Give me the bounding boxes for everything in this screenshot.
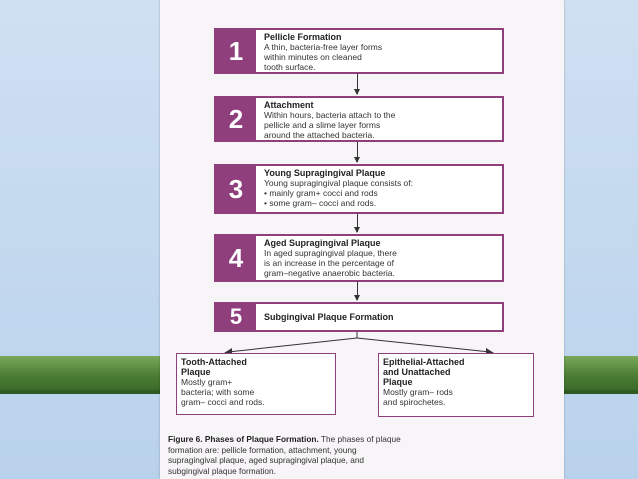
step-3-bullet-2: • some gram– cocci and rods. bbox=[264, 198, 377, 208]
step-1-line-3: tooth surface. bbox=[264, 62, 316, 72]
caption-label: Figure 6. Phases of Plaque Formation. bbox=[168, 434, 319, 444]
caption-line-1: The phases of plaque bbox=[318, 434, 401, 444]
tooth-attached-title-1: Tooth-Attached bbox=[181, 357, 247, 367]
step-5-number: 5 bbox=[216, 304, 256, 330]
epithelial-title-1: Epithelial-Attached bbox=[383, 357, 465, 367]
caption-line-2: formation are: pellicle formation, attachment, young bbox=[168, 444, 357, 455]
step-4-line-1: In aged supragingival plaque, there bbox=[264, 248, 397, 258]
arrow-2-3 bbox=[357, 142, 358, 162]
arrow-4-5 bbox=[357, 282, 358, 300]
step-2-line-2: pellicle and a slime layer forms bbox=[264, 120, 381, 130]
step-3-bullet-1: • mainly gram+ cocci and rods bbox=[264, 188, 378, 198]
step-5-box bbox=[214, 302, 504, 332]
step-3-number: 3 bbox=[216, 166, 256, 212]
step-4-number: 4 bbox=[216, 236, 256, 280]
epithelial-attached-plaque-box bbox=[378, 353, 534, 417]
step-1-line-2: within minutes on cleaned bbox=[264, 52, 362, 62]
tooth-attached-line-1: Mostly gram+ bbox=[181, 377, 233, 387]
tooth-attached-line-3: gram– cocci and rods. bbox=[181, 397, 265, 407]
figure-caption bbox=[168, 434, 548, 476]
step-2-title: Attachment bbox=[264, 100, 314, 110]
step-1-number: 1 bbox=[216, 30, 256, 72]
branch-left-line bbox=[228, 338, 357, 352]
epithelial-title-3: Plaque bbox=[383, 377, 413, 387]
step-3-line-1: Young supragingival plaque consists of: bbox=[264, 178, 414, 188]
step-3-box bbox=[214, 164, 504, 214]
step-1-box bbox=[214, 28, 504, 74]
step-2-box bbox=[214, 96, 504, 142]
step-1-line-1: A thin, bacteria-free layer forms bbox=[264, 42, 383, 52]
step-1-title: Pellicle Formation bbox=[264, 32, 342, 42]
step-3-title: Young Supragingival Plaque bbox=[264, 168, 386, 178]
arrow-1-2 bbox=[357, 74, 358, 94]
caption-line-3: supragingival plaque, aged supragingival plaque, and bbox=[168, 455, 365, 465]
arrow-3-4 bbox=[357, 214, 358, 232]
epithelial-title-2: and Unattached bbox=[383, 367, 451, 377]
caption-line-4: subgingival plaque formation. bbox=[168, 465, 276, 476]
figure-page bbox=[160, 0, 564, 479]
epithelial-line-1: Mostly gram– rods bbox=[383, 387, 453, 397]
branch-right-line bbox=[357, 338, 490, 352]
step-5-title: Subgingival Plaque Formation bbox=[264, 312, 394, 322]
step-4-box bbox=[214, 234, 504, 282]
step-4-title: Aged Supragingival Plaque bbox=[264, 238, 381, 248]
step-4-line-2: is an increase in the percentage of bbox=[264, 258, 394, 268]
tooth-attached-plaque-box bbox=[176, 353, 336, 415]
tooth-attached-line-2: bacteria; with some bbox=[181, 387, 255, 397]
tooth-attached-title-2: Plaque bbox=[181, 367, 211, 377]
step-4-line-3: gram–negative anaerobic bacteria. bbox=[264, 268, 395, 278]
step-2-line-3: around the attached bacteria. bbox=[264, 130, 375, 140]
step-2-line-1: Within hours, bacteria attach to the bbox=[264, 110, 396, 120]
step-2-number: 2 bbox=[216, 98, 256, 140]
epithelial-line-2: and spirochetes. bbox=[383, 397, 446, 407]
